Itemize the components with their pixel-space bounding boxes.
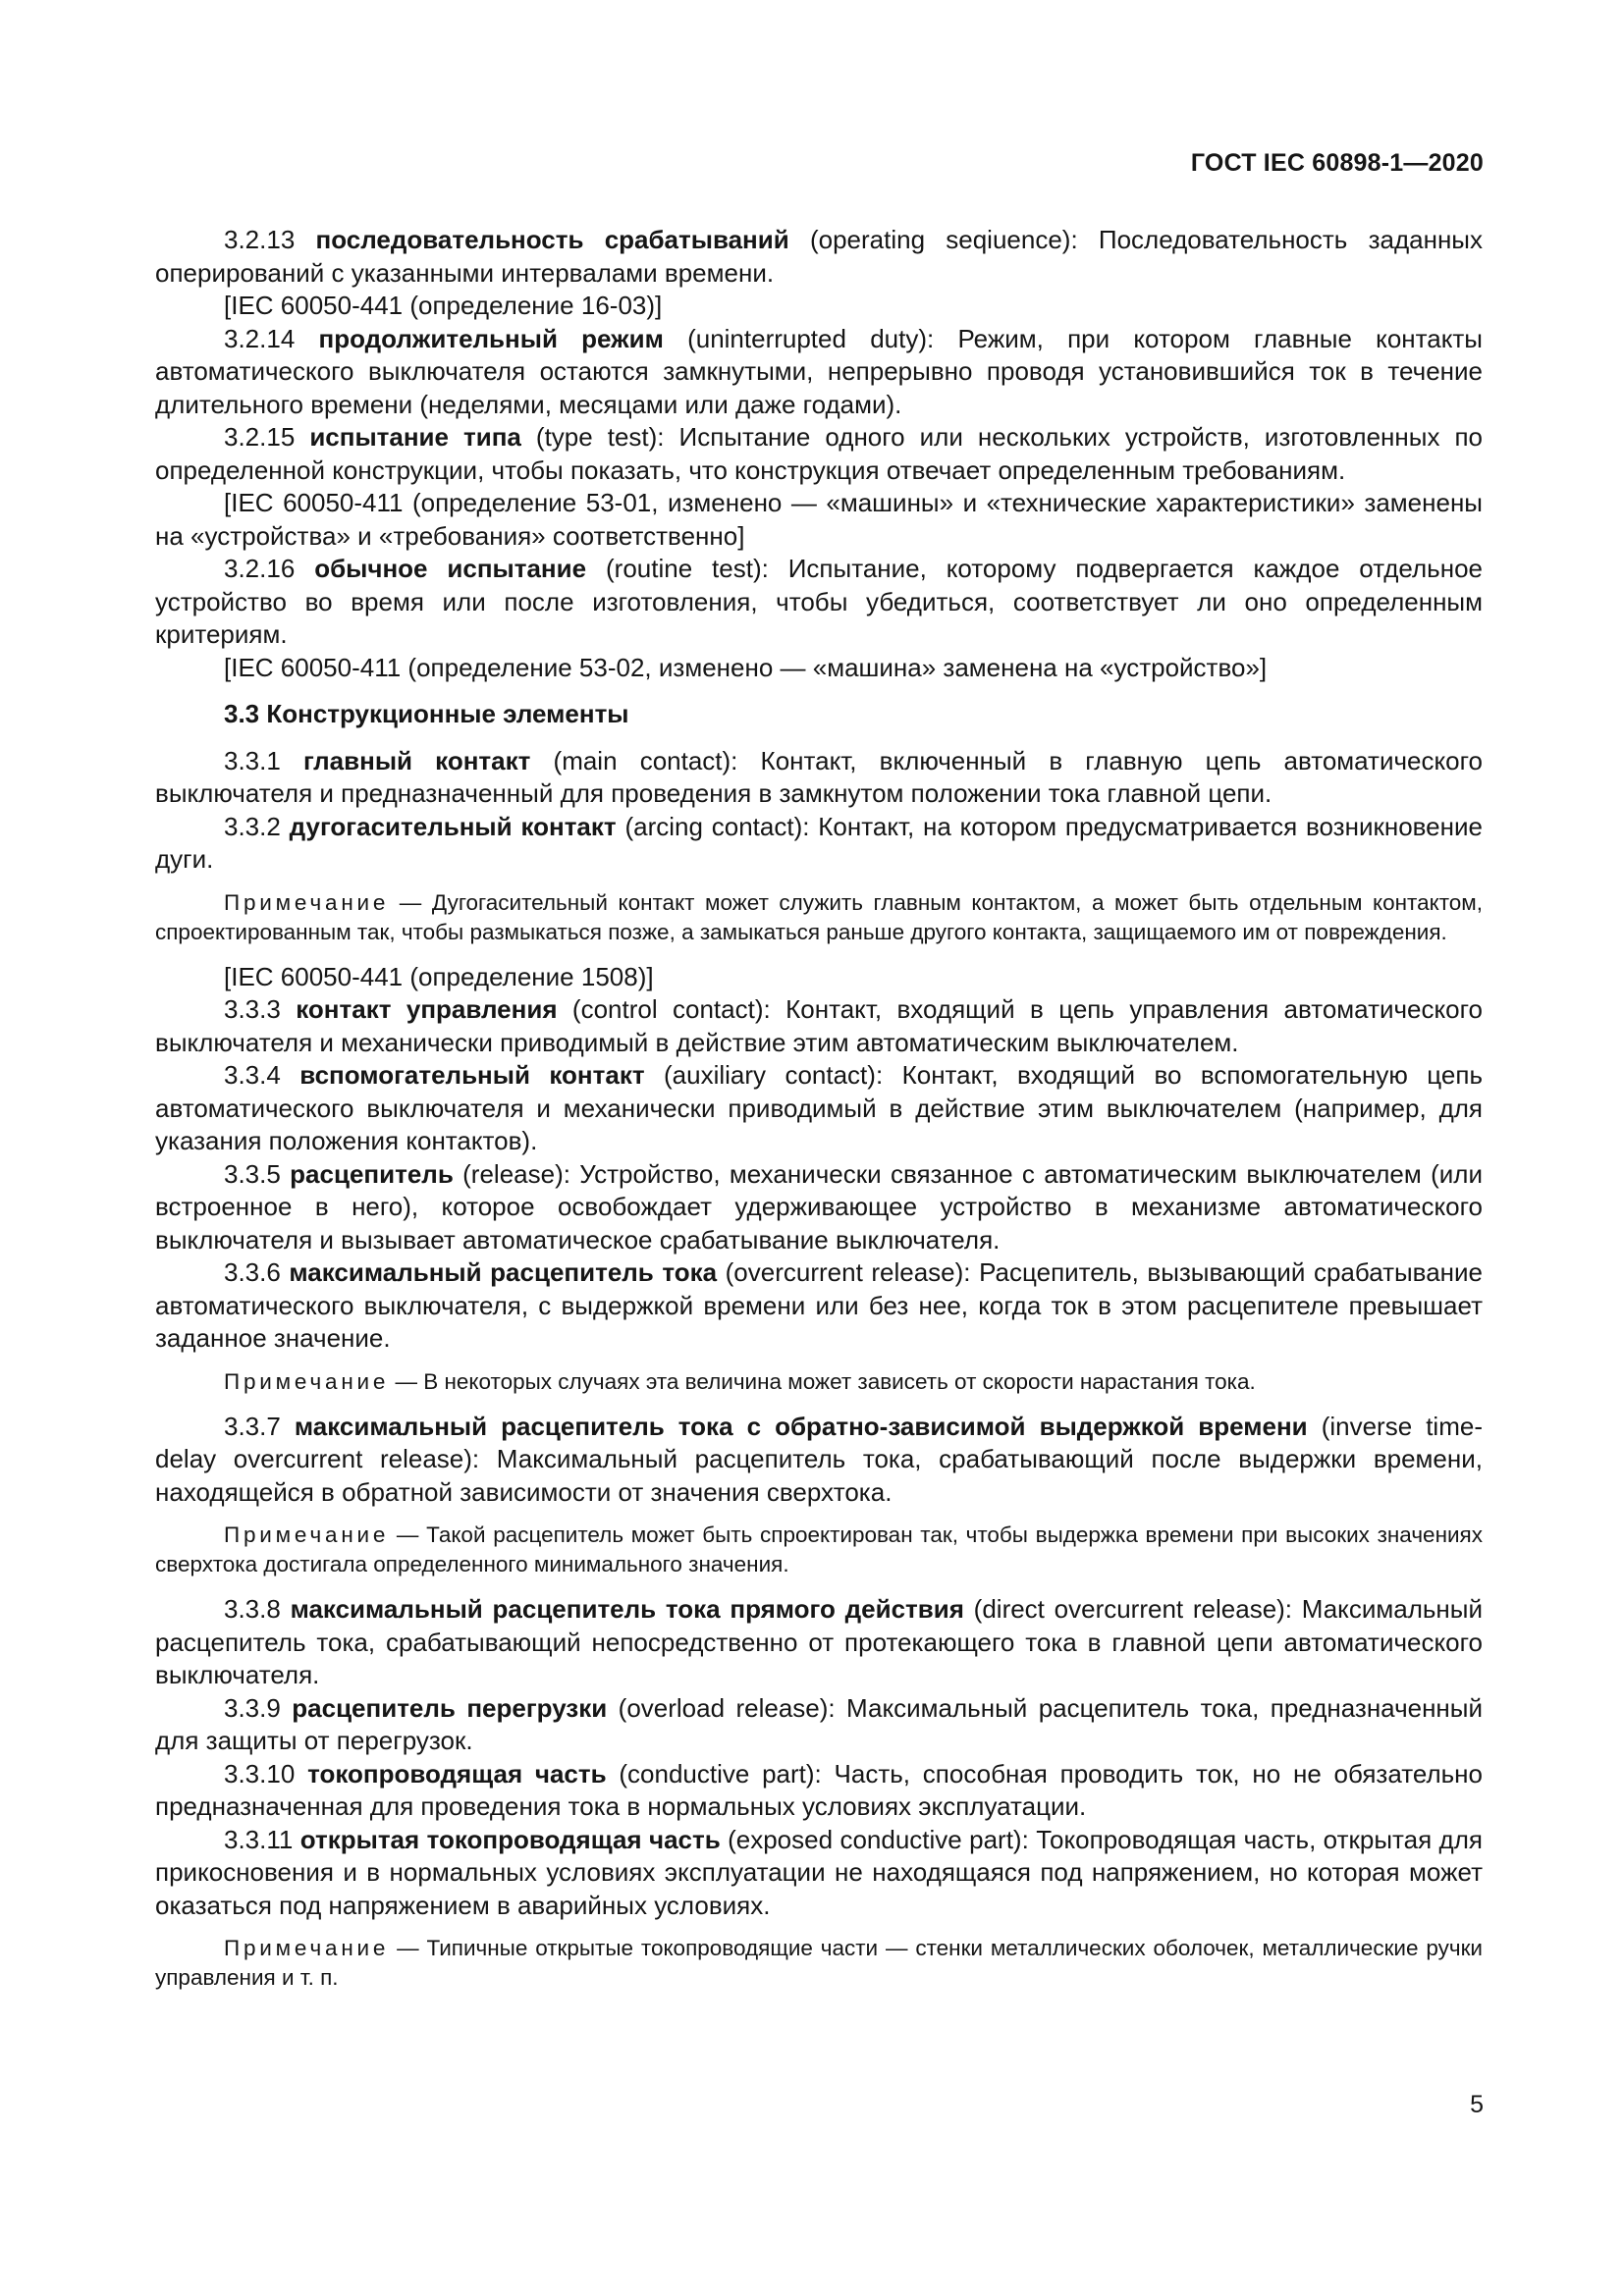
term-name: продолжительный режим [318, 323, 664, 353]
term-name: последовательность срабатываний [315, 225, 789, 254]
note-text: — Такой расцепитель может быть спроектирован так, чтобы выдержка времени при высоких значениях сверхтока достигала определенного минимального значения. [155, 1522, 1483, 1576]
term-name: контакт управления [296, 994, 558, 1024]
term-name: главный контакт [302, 745, 531, 775]
term-text: (release): Устройство, механически связанное с автоматическим выключателем (или встроенное в него), которое освобождает удерживающее устройство в механизме автоматического выключателя и вызывает автоматическое срабатывание выключателя. [155, 1158, 1483, 1255]
term-name: открытая токопроводящая часть [299, 1824, 721, 1854]
note-text: — В некоторых случаях эта величина может зависеть от скорости нарастания тока. [389, 1368, 1256, 1394]
term-text: (auxiliary contact): Контакт, входящий во вспомогательную цепь автоматического выключателя и механически приводимый в действие этим выключателем (например, для указания положения контактов). [155, 1060, 1483, 1155]
source-reference: [IEC 60050-411 (определение 53-01, изменено — «машины» и «технические характеристики» заменены на «устройства» и «требования» соответственно] [155, 488, 1483, 551]
term-definition [155, 1593, 1483, 1692]
term-text: (routine test): Испытание, которому подвергается каждое отдельное устройство во время или после изготовления, чтобы убедиться, соответствует ли оно определенным критериям. [155, 554, 1483, 649]
term-number: 3.2.13 [224, 225, 296, 254]
term-number: 3.3.9 [224, 1692, 281, 1723]
note-text: — Дугогасительный контакт может служить главным контактом, а может быть отдельным контактом, спроектированным так, чтобы размыкаться позже, а замыкаться раньше другого контакта, защищаемого им от повреждения. [155, 889, 1483, 944]
term-name: токопроводящая часть [307, 1758, 607, 1789]
source-reference: [IEC 60050-441 (определение 16-03)] [224, 291, 663, 320]
term-definition [155, 811, 1483, 877]
term-definition [155, 1692, 1483, 1758]
term-definition [155, 1256, 1483, 1356]
term-name: дугогасительный контакт [289, 811, 617, 841]
term-definition [155, 1158, 1483, 1257]
term-definition [155, 553, 1483, 652]
term-text: (uninterrupted duty): Режим, при котором главные контакты автоматического выключателя остаются замкнутыми, непрерывно проводя установившийся ток в течение длительного времени (неделями, месяцами или даже годами). [155, 323, 1483, 419]
term-text: (exposed conductive part): Токопроводящая часть, открытая для прикосновения и в нормальных условиях эксплуатации не находящаяся под напряжением, но которая может оказаться под напряжением в аварийных условиях. [155, 1824, 1483, 1920]
source-reference: [IEC 60050-441 (определение 1508)] [224, 961, 654, 991]
term-number: 3.2.15 [224, 422, 296, 452]
term-text: (overcurrent release): Расцепитель, вызывающий срабатывание автоматического выключателя, с выдержкой времени или без нее, когда ток в этом расцепителе превышает заданное значение. [155, 1257, 1483, 1353]
note [155, 1367, 1483, 1397]
term-name: максимальный расцепитель тока [289, 1257, 718, 1287]
term-definition [155, 1824, 1483, 1923]
term-number: 3.3.7 [224, 1411, 281, 1441]
term-name: максимальный расцепитель тока с обратно-зависимой выдержкой времени [294, 1411, 1308, 1441]
term-name: расцепитель [290, 1158, 454, 1189]
term-text: (overload release): Максимальный расцепитель тока, предназначенный для защиты от перегрузок. [155, 1692, 1483, 1755]
note-label: Примечание [224, 889, 390, 915]
section-heading: 3.3 Конструкционные элементы [224, 699, 629, 728]
term-definition [155, 224, 1483, 290]
term-number: 3.3.5 [224, 1158, 281, 1189]
term-text: (conductive part): Часть, способная проводить ток, но не обязательно предназначенная для проведения тока в нормальных условиях эксплуатации. [155, 1758, 1483, 1821]
term-text: (main contact): Контакт, включенный в главную цепь автоматического выключателя и предназначенный для проведения в замкнутом положении тока главной цепи. [155, 745, 1483, 808]
term-definition [155, 421, 1483, 487]
term-definition [155, 323, 1483, 422]
term-number: 3.3.8 [224, 1594, 281, 1624]
term-number: 3.3.2 [224, 811, 281, 841]
document-code-header: ГОСТ IEC 60898-1—2020 [1190, 149, 1484, 177]
term-number: 3.3.1 [224, 745, 281, 775]
term-number: 3.3.11 [224, 1824, 294, 1854]
term-text: (inverse time-delay overcurrent release): Максимальный расцепитель тока, срабатывающий после выдержки времени, находящейся в обратной зависимости от значения сверхтока. [155, 1411, 1483, 1507]
note [155, 1521, 1483, 1579]
document-body [155, 224, 1483, 2006]
term-definition [155, 993, 1483, 1059]
term-name: расцепитель перегрузки [292, 1692, 608, 1723]
note-label: Примечание [224, 1368, 390, 1394]
term-definition [155, 1059, 1483, 1158]
term-number: 3.3.4 [224, 1060, 281, 1090]
term-definition [155, 1411, 1483, 1510]
note [155, 888, 1483, 947]
term-definition [155, 1758, 1483, 1824]
note [155, 1934, 1483, 1993]
note-label: Примечание [224, 1936, 390, 1960]
term-text: (direct overcurrent release): Максимальный расцепитель тока, срабатывающий непосредственно от протекающего тока в главной цепи автоматического выключателя. [155, 1594, 1483, 1689]
term-name: обычное испытание [314, 554, 587, 583]
term-name: испытание типа [309, 422, 521, 452]
page-number: 5 [1470, 2091, 1484, 2118]
term-definition [155, 745, 1483, 811]
term-number: 3.3.10 [224, 1758, 296, 1789]
term-name: вспомогательный контакт [299, 1060, 645, 1090]
source-reference: [IEC 60050-411 (определение 53-02, изменено — «машина» заменена на «устройство»] [224, 652, 1268, 682]
term-number: 3.3.6 [224, 1257, 281, 1287]
term-text: (control contact): Контакт, входящий в цепь управления автоматического выключателя и механически приводимый в действие этим автоматическим выключателем. [155, 994, 1484, 1057]
term-text: (operating seqiuence): Последовательность заданных оперирований с указанными интервалами времени. [155, 225, 1483, 288]
term-text: (arcing contact): Контакт, на котором предусматривается возникновение дуги. [155, 811, 1483, 874]
note-label: Примечание [224, 1522, 390, 1547]
term-name: максимальный расцепитель тока прямого действия [290, 1594, 964, 1624]
term-number: 3.2.14 [224, 323, 296, 353]
term-text: (type test): Испытание одного или нескольких устройств, изготовленных по определенной конструкции, чтобы показать, что конструкция отвечает определенным требованиям. [155, 422, 1483, 485]
term-number: 3.2.16 [224, 554, 296, 583]
note-text: — Типичные открытые токопроводящие части — стенки металлических оболочек, металлические ручки управления и т. п. [155, 1936, 1483, 1990]
term-number: 3.3.3 [224, 994, 281, 1024]
